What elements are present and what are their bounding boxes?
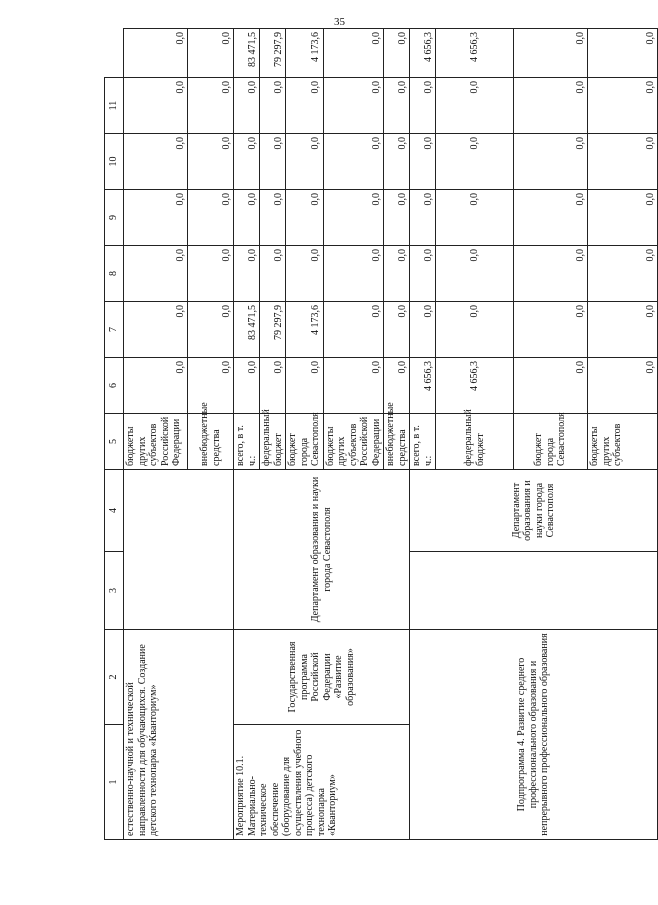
subprogram-name: Подпрограмма 4. Развитие среднего профессионального образования и непрерывного профессионального образования bbox=[410, 630, 658, 840]
value-cell: 0,0 bbox=[514, 246, 588, 302]
col-number: 10 bbox=[105, 134, 124, 190]
value-cell: 4 656,3 bbox=[436, 358, 514, 414]
value-cell: 0,0 bbox=[410, 246, 436, 302]
value-cell: 0,0 bbox=[234, 190, 260, 246]
rotated-landscape-table bbox=[104, 28, 656, 840]
col-number: 6 bbox=[105, 358, 124, 414]
value-cell: 0,0 bbox=[124, 78, 188, 134]
value-cell: 4 173,6 bbox=[286, 302, 324, 358]
value-cell: 0,0 bbox=[410, 78, 436, 134]
value-cell: 0,0 bbox=[514, 190, 588, 246]
value-cell: 0,0 bbox=[124, 358, 188, 414]
value-cell: 0,0 bbox=[124, 134, 188, 190]
value-cell: 0,0 bbox=[384, 190, 410, 246]
value-cell: 0,0 bbox=[188, 302, 234, 358]
budget-category: внебюджетные средства bbox=[384, 414, 410, 470]
value-cell: 0,0 bbox=[323, 190, 384, 246]
value-cell: 0,0 bbox=[323, 302, 384, 358]
value-cell: 4 656,3 bbox=[436, 29, 514, 78]
budget-category: всего, в т. ч.: bbox=[410, 414, 436, 470]
measure-name: естественно-научной и технической направленности для обучающихся. Создание детского технопарка «Кванториум» bbox=[124, 630, 234, 840]
value-cell: 0,0 bbox=[384, 134, 410, 190]
value-cell: 0,0 bbox=[260, 190, 286, 246]
value-cell: 0,0 bbox=[188, 358, 234, 414]
value-cell: 0,0 bbox=[384, 246, 410, 302]
empty-cell bbox=[410, 552, 658, 630]
value-cell: 0,0 bbox=[384, 78, 410, 134]
value-cell: 0,0 bbox=[514, 78, 588, 134]
value-cell: 0,0 bbox=[384, 29, 410, 78]
budget-category: внебюджетные средства bbox=[188, 414, 234, 470]
empty-cell bbox=[124, 470, 234, 630]
value-cell: 83 471,5 bbox=[234, 302, 260, 358]
value-cell: 0,0 bbox=[260, 134, 286, 190]
value-cell: 0,0 bbox=[323, 78, 384, 134]
value-cell: 0,0 bbox=[234, 358, 260, 414]
value-cell: 0,0 bbox=[286, 78, 324, 134]
value-cell: 0,0 bbox=[588, 78, 658, 134]
value-cell: 79 297,9 bbox=[260, 29, 286, 78]
value-cell: 0,0 bbox=[124, 246, 188, 302]
table-row bbox=[124, 29, 188, 840]
value-cell: 0,0 bbox=[436, 246, 514, 302]
value-cell: 0,0 bbox=[234, 134, 260, 190]
executor-name: Департамент образования и науки города Севастополя bbox=[234, 470, 410, 630]
value-cell: 0,0 bbox=[323, 246, 384, 302]
value-cell: 0,0 bbox=[436, 302, 514, 358]
value-cell: 0,0 bbox=[286, 246, 324, 302]
value-cell: 4 656,3 bbox=[410, 29, 436, 78]
value-cell: 0,0 bbox=[514, 358, 588, 414]
value-cell: 0,0 bbox=[384, 358, 410, 414]
value-cell: 0,0 bbox=[588, 134, 658, 190]
value-cell: 0,0 bbox=[436, 78, 514, 134]
value-cell: 0,0 bbox=[514, 29, 588, 78]
col-number: 11 bbox=[105, 78, 124, 134]
budget-category: бюджеты других субъектов Российской Федерации bbox=[323, 414, 384, 470]
budget-category: бюджеты других субъектов Российской Федерации bbox=[124, 414, 188, 470]
budget-category: всего, в т. ч.: bbox=[234, 414, 260, 470]
col-number: 1 bbox=[105, 725, 124, 840]
value-cell: 0,0 bbox=[588, 246, 658, 302]
value-cell: 79 297,9 bbox=[260, 302, 286, 358]
value-cell: 0,0 bbox=[323, 134, 384, 190]
value-cell: 0,0 bbox=[588, 302, 658, 358]
table-row bbox=[234, 29, 260, 840]
col-number: 4 bbox=[105, 470, 124, 552]
value-cell: 0,0 bbox=[323, 29, 384, 78]
value-cell: 0,0 bbox=[286, 190, 324, 246]
budget-category: бюджет города Севастополя bbox=[286, 414, 324, 470]
funding-table bbox=[104, 28, 658, 840]
executor-name: Департамент образования и науки города Севастополя bbox=[410, 470, 658, 552]
col-number: 5 bbox=[105, 414, 124, 470]
value-cell: 0,0 bbox=[588, 358, 658, 414]
value-cell: 0,0 bbox=[234, 246, 260, 302]
value-cell: 0,0 bbox=[188, 29, 234, 78]
budget-category: федеральный бюджет bbox=[260, 414, 286, 470]
budget-category: федеральный бюджет bbox=[436, 414, 514, 470]
value-cell: 0,0 bbox=[124, 29, 188, 78]
col-number: 8 bbox=[105, 246, 124, 302]
page-number: 35 bbox=[334, 16, 345, 28]
value-cell: 4 656,3 bbox=[410, 358, 436, 414]
value-cell: 0,0 bbox=[286, 358, 324, 414]
value-cell: 0,0 bbox=[588, 190, 658, 246]
budget-category: бюджет города Севастополя bbox=[514, 414, 588, 470]
value-cell: 0,0 bbox=[188, 246, 234, 302]
value-cell: 0,0 bbox=[436, 190, 514, 246]
col-number: 9 bbox=[105, 190, 124, 246]
value-cell: 0,0 bbox=[384, 302, 410, 358]
value-cell: 0,0 bbox=[436, 134, 514, 190]
value-cell: 83 471,5 bbox=[234, 29, 260, 78]
value-cell: 0,0 bbox=[188, 134, 234, 190]
value-cell: 0,0 bbox=[234, 78, 260, 134]
col-number: 3 bbox=[105, 552, 124, 630]
column-number-row bbox=[105, 29, 124, 840]
value-cell: 0,0 bbox=[410, 134, 436, 190]
table-row bbox=[410, 29, 436, 840]
value-cell: 0,0 bbox=[260, 78, 286, 134]
value-cell: 0,0 bbox=[188, 190, 234, 246]
value-cell: 0,0 bbox=[124, 302, 188, 358]
value-cell: 0,0 bbox=[286, 134, 324, 190]
measure-name: Мероприятие 10.1. Материально-техническое обеспечение (оборудование для осуществления учебного процесса) детского технопарка «Кванториум» bbox=[234, 725, 410, 840]
value-cell: 0,0 bbox=[260, 246, 286, 302]
value-cell: 0,0 bbox=[260, 358, 286, 414]
value-cell: 0,0 bbox=[124, 190, 188, 246]
value-cell: 0,0 bbox=[514, 302, 588, 358]
value-cell: 0,0 bbox=[323, 358, 384, 414]
program-name: Государственная программа Российской Федерации «Развитие образования» bbox=[234, 630, 410, 725]
value-cell: 0,0 bbox=[410, 302, 436, 358]
value-cell: 0,0 bbox=[410, 190, 436, 246]
value-cell: 0,0 bbox=[514, 134, 588, 190]
col-number: 7 bbox=[105, 302, 124, 358]
value-cell: 0,0 bbox=[588, 29, 658, 78]
budget-category: бюджеты других субъектов bbox=[588, 414, 658, 470]
col-number: 2 bbox=[105, 630, 124, 725]
value-cell: 4 173,6 bbox=[286, 29, 324, 78]
value-cell: 0,0 bbox=[188, 78, 234, 134]
